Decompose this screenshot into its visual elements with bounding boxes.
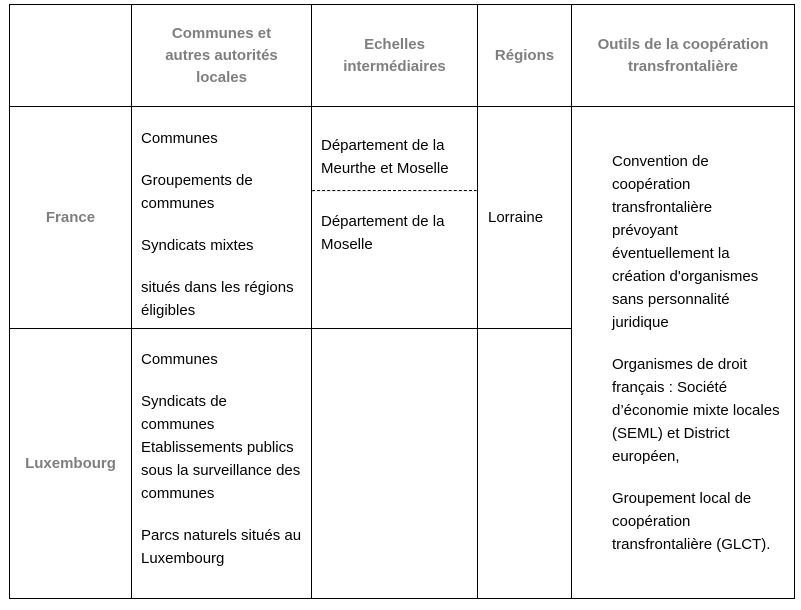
header-outils-label: Outils de la coopération transfrontalière <box>597 35 769 75</box>
outil-item: Convention de coopération transfrontalière prévoyant éventuellement la création d'organismes sans personnalité juridique <box>612 152 759 331</box>
list-item: Communes <box>141 351 218 368</box>
header-regions: Régions <box>478 5 572 107</box>
france-echelles-cell <box>312 107 478 329</box>
header-echelles-label: Echelles intermédiaires <box>343 35 446 75</box>
header-communes <box>132 5 312 107</box>
list-item: Syndicats de communes <box>141 393 227 433</box>
list-item: Communes <box>141 130 218 147</box>
header-row <box>10 5 795 107</box>
header-outils <box>572 5 795 107</box>
echelle-moselle: Département de la Moselle <box>321 213 445 253</box>
table-row-france <box>10 107 795 329</box>
header-communes-label: Communes et autres autorités locales <box>165 24 278 86</box>
echelle-meurthe-moselle: Département de la Meurthe et Moselle <box>321 137 449 177</box>
list-item: Syndicats mixtes <box>141 237 254 254</box>
outils-cell <box>572 107 795 599</box>
country-france: France <box>10 107 132 329</box>
luxembourg-regions-cell <box>478 329 572 599</box>
luxembourg-communes-cell <box>132 329 312 599</box>
cooperation-table <box>9 4 795 599</box>
country-luxembourg: Luxembourg <box>10 329 132 599</box>
list-item: situés dans les régions éligibles <box>141 279 294 319</box>
outil-item: Organismes de droit français : Société d’économie mixte locales (SEML) et District européen, <box>612 355 780 465</box>
luxembourg-echelles-cell <box>312 329 478 599</box>
header-echelles <box>312 5 478 107</box>
region-lorraine: Lorraine <box>488 209 544 226</box>
outil-item: Groupement local de coopération transfrontalière (GLCT). <box>612 489 771 553</box>
list-item: Parcs naturels situés au Luxembourg <box>141 527 302 567</box>
list-item: Etablissements publics sous la surveillance des communes <box>141 439 301 502</box>
france-communes-cell <box>132 107 312 329</box>
france-regions-cell <box>478 107 572 329</box>
header-empty-cell <box>10 5 132 107</box>
list-item: Groupements de communes <box>141 172 253 212</box>
